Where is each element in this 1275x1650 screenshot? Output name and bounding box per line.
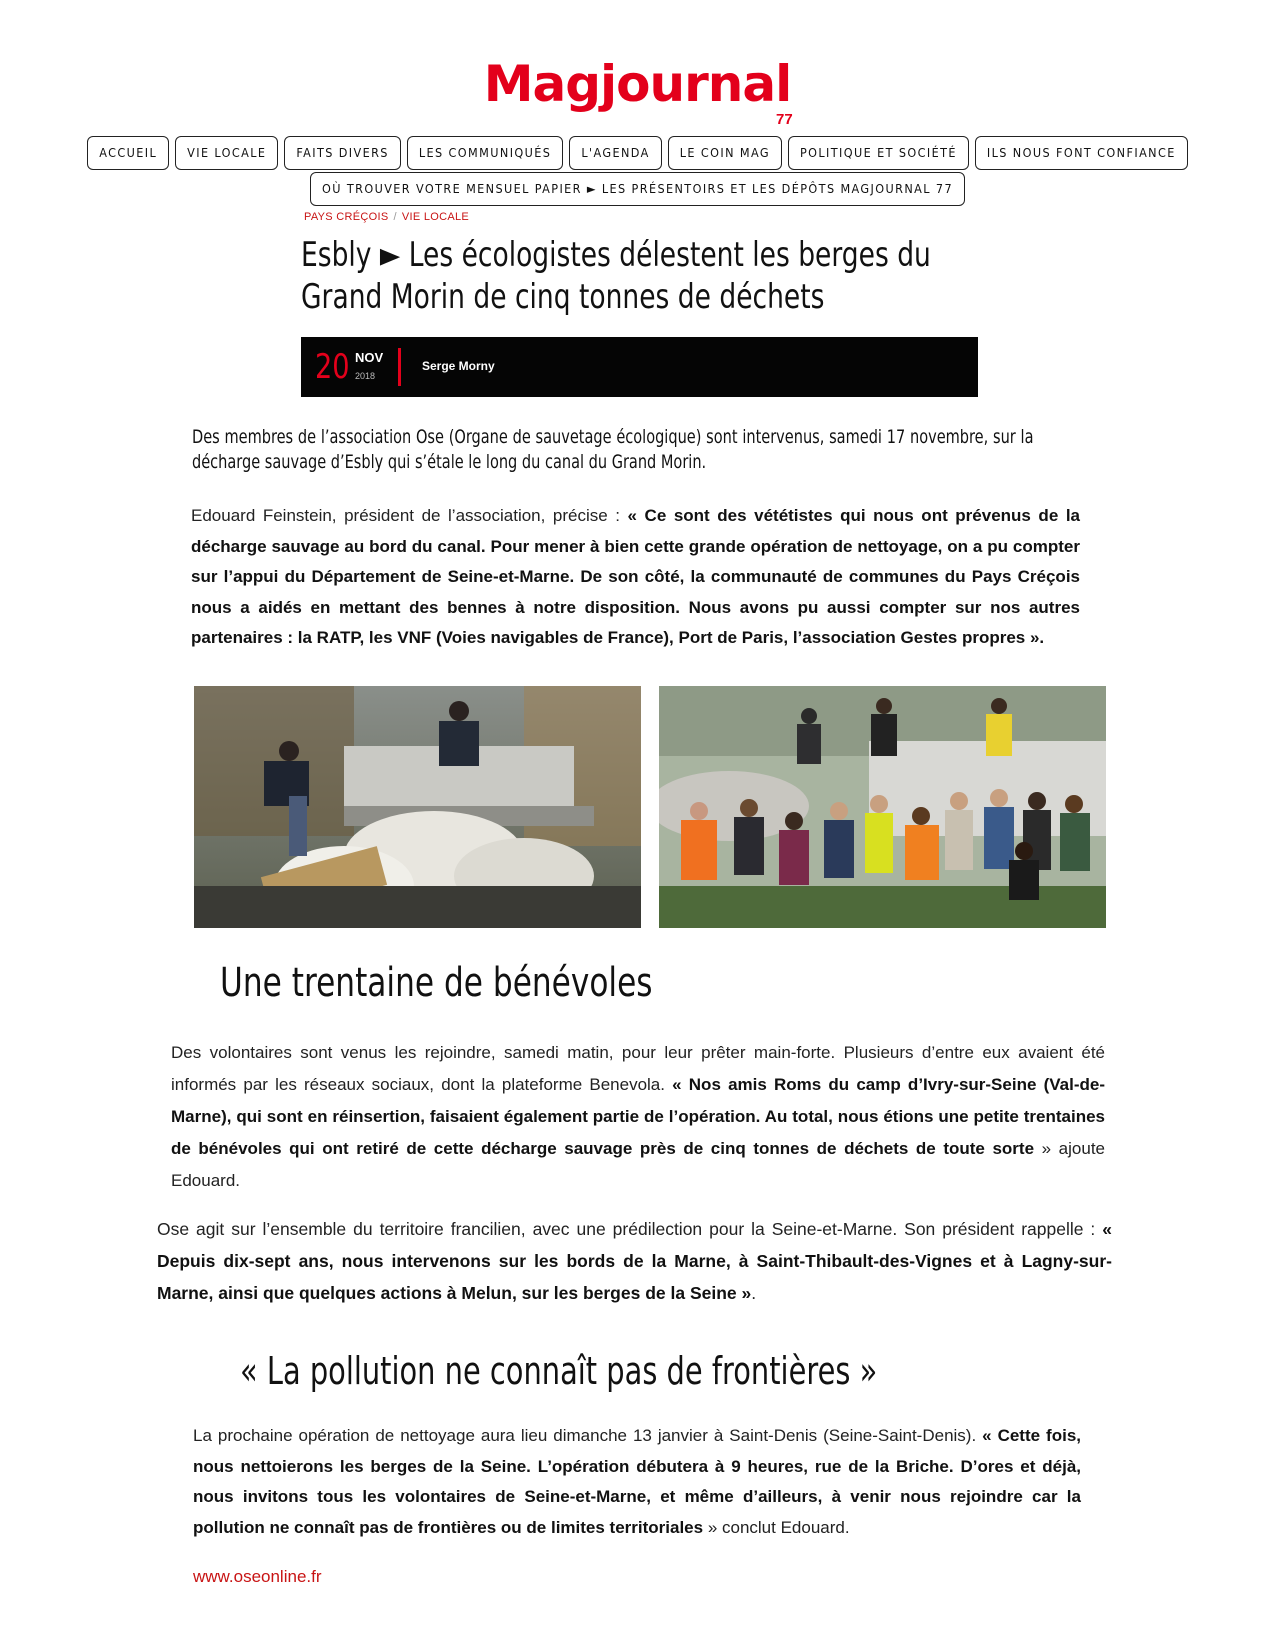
logo-wordmark: Magjournal [483, 55, 792, 113]
paragraph-2 [171, 1037, 1105, 1197]
nav-item-confiance[interactable]: ILS NOUS FONT CONFIANCE [975, 136, 1188, 170]
paragraph-2-outro: » ajoute Edouard. [171, 1139, 1105, 1190]
breadcrumb [304, 211, 469, 223]
nav-item-agenda[interactable]: L'AGENDA [569, 136, 661, 170]
paragraph-2-intro: Des volontaires sont venus les rejoindre, samedi matin, pour leur prêter main-forte. Plusieurs d’entre eux avaient été informés par les réseaux sociaux, dont la plateforme Benevola. [171, 1043, 1105, 1094]
author-name[interactable]: Serge Morny [422, 359, 495, 373]
nav-item-communiques[interactable]: LES COMMUNIQUÉS [407, 136, 563, 170]
paragraph-4 [193, 1421, 1081, 1543]
paragraph-1-intro: Edouard Feinstein, président de l’association, précise : [191, 506, 628, 525]
paragraph-3-quote: « Depuis dix-sept ans, nous intervenons sur les bords de la Marne, à Saint-Thibault-des-Vignes et à Lagny-sur-Marne, ainsi que quelques actions à Melun, sur les berges de la Seine » [157, 1219, 1112, 1303]
paragraph-3 [157, 1213, 1112, 1309]
logo-number: 77 [776, 111, 793, 128]
paragraph-3-intro: Ose agit sur l’ensemble du territoire francilien, avec une prédilection pour la Seine-et-Marne. Son président rappelle : [157, 1219, 1103, 1239]
paragraph-1 [191, 501, 1080, 654]
photo-truck-loading [194, 686, 641, 928]
nav-item-ou-trouver[interactable]: OÙ TROUVER VOTRE MENSUEL PAPIER ► LES PRÉSENTOIRS ET LES DÉPÔTS MAGJOURNAL 77 [310, 172, 965, 206]
paragraph-4-intro: La prochaine opération de nettoyage aura lieu dimanche 13 janvier à Saint-Denis (Seine-Saint-Denis). [193, 1426, 983, 1445]
paragraph-3-outro: . [751, 1283, 757, 1303]
website-link[interactable]: www.oseonline.fr [193, 1567, 322, 1586]
date-year: 2018 [355, 371, 376, 381]
paragraph-4-outro: » conclut Edouard. [703, 1517, 850, 1537]
section-heading-benevoles: Une trentaine de bénévoles [220, 960, 653, 1006]
article-meta-bar [301, 337, 978, 397]
nav-item-vie-locale[interactable]: VIE LOCALE [175, 136, 278, 170]
nav-item-coin-mag[interactable]: LE COIN MAG [668, 136, 782, 170]
article-title [301, 234, 1003, 318]
photo-group-illustration [659, 686, 1106, 928]
paragraph-2-quote: « Nos amis Roms du camp d’Ivry-sur-Seine (Val-de-Marne), qui sont en réinsertion, faisaient également partie de l’opération. Au total, nous étions une petite trentaines de bénévoles qui ont retiré de cette décharge sauvage près de cinq tonnes de déchets de toute sorte [171, 1075, 1105, 1158]
breadcrumb-link-pays-crecois[interactable]: PAYS CRÉÇOIS [304, 211, 389, 223]
main-nav [0, 136, 1275, 170]
nav-item-accueil[interactable]: ACCUEIL [87, 136, 169, 170]
nav-item-faits-divers[interactable]: FAITS DIVERS [284, 136, 400, 170]
meta-divider [398, 348, 401, 386]
photo-truck-illustration [194, 686, 641, 928]
title-line-2: Grand Morin de cinq tonnes de déchets [301, 277, 825, 317]
nav-item-politique-societe[interactable]: POLITIQUE ET SOCIÉTÉ [788, 136, 969, 170]
title-line-1: Esbly ► Les écologistes délestent les berges du [301, 235, 931, 275]
date-day: 20 [315, 347, 350, 387]
paragraph-1-quote: « Ce sont des vététistes qui nous ont prévenus de la décharge sauvage au bord du canal. Pour mener à bien cette grande opération de nettoyage, on a pu compter sur l’appui du Département de Seine-et-Marne. De son côté, la communauté de communes du Pays Créçois nous a aidés en mettant des bennes à notre disposition. Nous avons pu aussi compter sur nos autres partenaires : la RATP, les VNF (Voies navigables de France), Port de Paris, l’association Gestes propres ». [191, 506, 1080, 647]
section-heading-pollution: « La pollution ne connaît pas de frontières » [240, 1349, 878, 1393]
photo-volunteers-group [659, 686, 1106, 928]
breadcrumb-link-vie-locale[interactable]: VIE LOCALE [401, 211, 470, 223]
paragraph-4-quote: « Cette fois, nous nettoierons les berges de la Seine. L’opération débutera à 9 heures, rue de la Briche. D’ores et déjà, nous invitons tous les volontaires de Seine-et-Marne, et même d’ailleurs, à venir nous rejoindre car la pollution ne connaît pas de frontières ou de limites territoriales [193, 1426, 1081, 1537]
article-lead: Des membres de l’association Ose (Organe de sauvetage écologique) sont intervenus, samedi 17 novembre, sur la décharge sauvage d’Esbly qui s’étale le long du canal du Grand Morin. [192, 426, 1034, 473]
secondary-nav [0, 172, 1275, 206]
breadcrumb-separator: / [393, 211, 397, 223]
date-month: NOV [355, 350, 384, 365]
